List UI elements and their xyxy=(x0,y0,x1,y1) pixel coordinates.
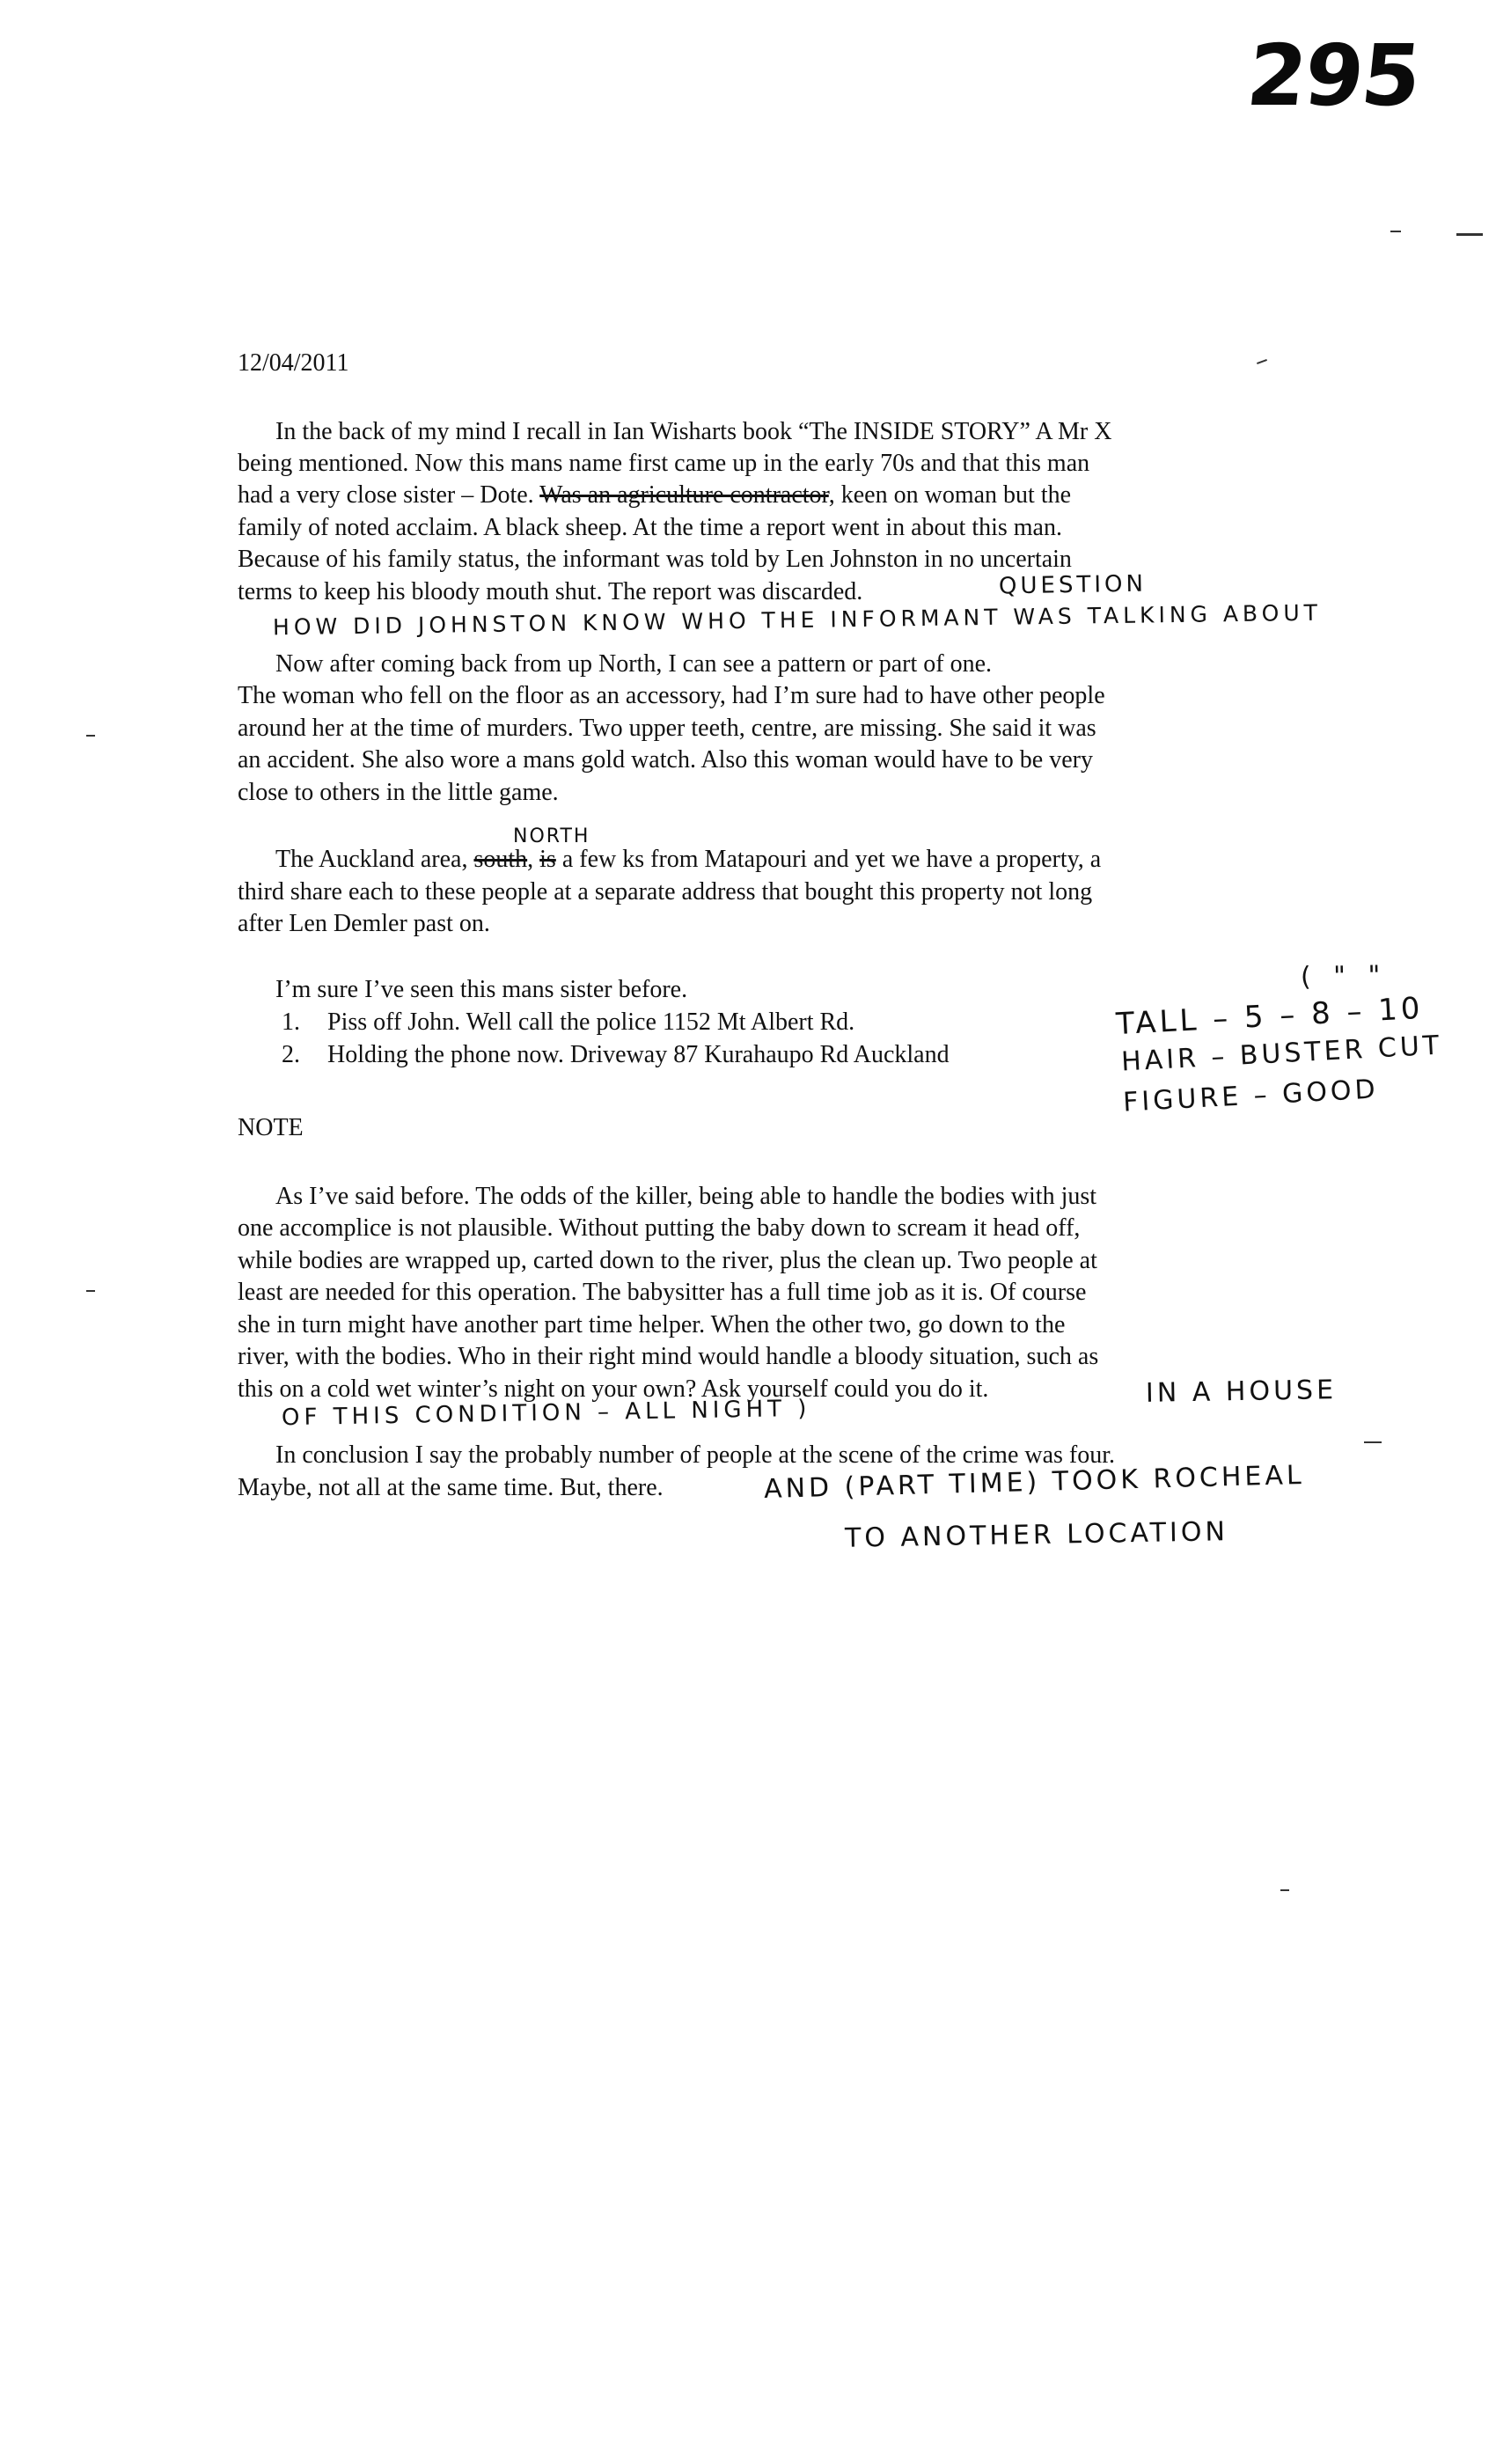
handwritten-question-label: QUESTION xyxy=(998,570,1148,600)
numbered-item xyxy=(282,1039,950,1072)
paragraph-3-comma: , xyxy=(527,846,540,873)
handwritten-final-note: AND (PART TIME) TOOK ROCHEAL xyxy=(763,1459,1306,1506)
handwritten-height: TALL – 5 – 8 – 10 xyxy=(1115,990,1425,1043)
item-number: 1. xyxy=(282,1008,300,1036)
paragraph-1-line-1: In the back of my mind I recall in Ian Wisharts book “The INSIDE STORY” A Mr X xyxy=(275,418,1112,445)
struck-text: Was an agriculture contractor xyxy=(539,481,829,509)
paragraph-3-line-1-start: The Auckland area, xyxy=(275,846,474,873)
struck-text: is xyxy=(539,846,556,873)
paragraph-3-line-2: third share each to these people at a separate address that bought this property not long xyxy=(238,878,1093,906)
paragraph-2-line-5: close to others in the little game. xyxy=(238,779,559,806)
paragraph-5-line-3: while bodies are wrapped up, carted down to the river, plus the clean up. Two people at xyxy=(238,1247,1097,1274)
paragraph-2-line-1: Now after coming back from up North, I can see a pattern or part of one. xyxy=(275,650,993,678)
handwritten-insert-north: NORTH xyxy=(513,825,590,847)
paragraph-1-line-3-start: had a very close sister – Dote. xyxy=(238,481,540,509)
paragraph-3-line-1-end: a few ks from Matapouri and yet we have a property, a xyxy=(555,846,1102,873)
margin-mark xyxy=(86,1290,95,1292)
item-text: Piss off John. Well call the police 1152 Mt Albert Rd. xyxy=(327,1008,855,1036)
paragraph-1-line-3 xyxy=(238,480,1071,512)
margin-mark xyxy=(1364,1441,1382,1443)
paragraph-4-intro: I’m sure I’ve seen this mans sister before. xyxy=(275,976,688,1003)
page-number: 295 xyxy=(1243,26,1425,125)
margin-mark xyxy=(1390,231,1401,232)
document-date: 12/04/2011 xyxy=(238,349,349,377)
paragraph-3-line-3: after Len Demler past on. xyxy=(238,910,490,937)
struck-text: south xyxy=(473,846,528,873)
paragraph-5-line-1: As I’ve said before. The odds of the killer, being able to handle the bodies with just xyxy=(275,1183,1097,1210)
handwritten-figure: FIGURE – GOOD xyxy=(1122,1074,1380,1118)
paragraph-2-line-4: an accident. She also wore a mans gold watch. Also this woman would have to be very xyxy=(238,746,1093,774)
handwritten-question: HOW DID JOHNSTON KNOW WHO THE INFORMANT WAS TALKING ABOUT xyxy=(272,599,1323,641)
paragraph-1-line-3-end: , keen on woman but the xyxy=(828,481,1072,509)
paragraph-1-line-5: Because of his family status, the informant was told by Len Johnston in no uncertain xyxy=(238,546,1072,573)
handwritten-condition: OF THIS CONDITION – ALL NIGHT ) xyxy=(281,1395,811,1432)
paragraph-5-line-5: she in turn might have another part time helper. When the other two, go down to the xyxy=(238,1311,1066,1338)
margin-mark xyxy=(86,735,95,737)
numbered-item xyxy=(282,1007,854,1039)
paragraph-5-line-7: this on a cold wet winter’s night on your own? Ask yourself could you do it. xyxy=(238,1375,989,1403)
paragraph-5-line-2: one accomplice is not plausible. Without putting the baby down to scream it head off, xyxy=(238,1214,1081,1242)
margin-mark xyxy=(1257,359,1267,364)
paragraph-1-line-4: family of noted acclaim. A black sheep. At the time a report went in about this man. xyxy=(238,514,1062,541)
note-label: NOTE xyxy=(238,1114,304,1141)
item-text: Holding the phone now. Driveway 87 Kurahaupo Rd Auckland xyxy=(327,1041,950,1068)
paragraph-2-line-2: The woman who fell on the floor as an accessory, had I’m sure had to have other people xyxy=(238,682,1105,709)
item-number: 2. xyxy=(282,1041,300,1068)
handwritten-ditto-marks: ( " " xyxy=(1300,960,1388,993)
paragraph-5-line-4: least are needed for this operation. The babysitter has a full time job as it is. Of course xyxy=(238,1279,1087,1306)
paragraph-3-line-1 xyxy=(275,844,1101,876)
margin-mark xyxy=(1280,1889,1289,1891)
handwritten-final-note-2: TO ANOTHER LOCATION xyxy=(844,1516,1229,1554)
paragraph-6-line-1: In conclusion I say the probably number of people at the scene of the crime was four. xyxy=(275,1441,1116,1469)
handwritten-in-a-house: IN A HOUSE xyxy=(1145,1375,1338,1409)
paragraph-5-line-6: river, with the bodies. Who in their right mind would handle a bloody situation, such as xyxy=(238,1343,1099,1370)
handwritten-hair: HAIR – BUSTER CUT xyxy=(1120,1030,1443,1078)
paragraph-6-line-2: Maybe, not all at the same time. But, there. xyxy=(238,1474,664,1501)
margin-mark xyxy=(1456,233,1483,236)
paragraph-1-line-2: being mentioned. Now this mans name first came up in the early 70s and that this man xyxy=(238,450,1090,477)
paragraph-1-line-6: terms to keep his bloody mouth shut. The report was discarded. xyxy=(238,578,863,605)
paragraph-2-line-3: around her at the time of murders. Two upper teeth, centre, are missing. She said it was xyxy=(238,715,1096,742)
